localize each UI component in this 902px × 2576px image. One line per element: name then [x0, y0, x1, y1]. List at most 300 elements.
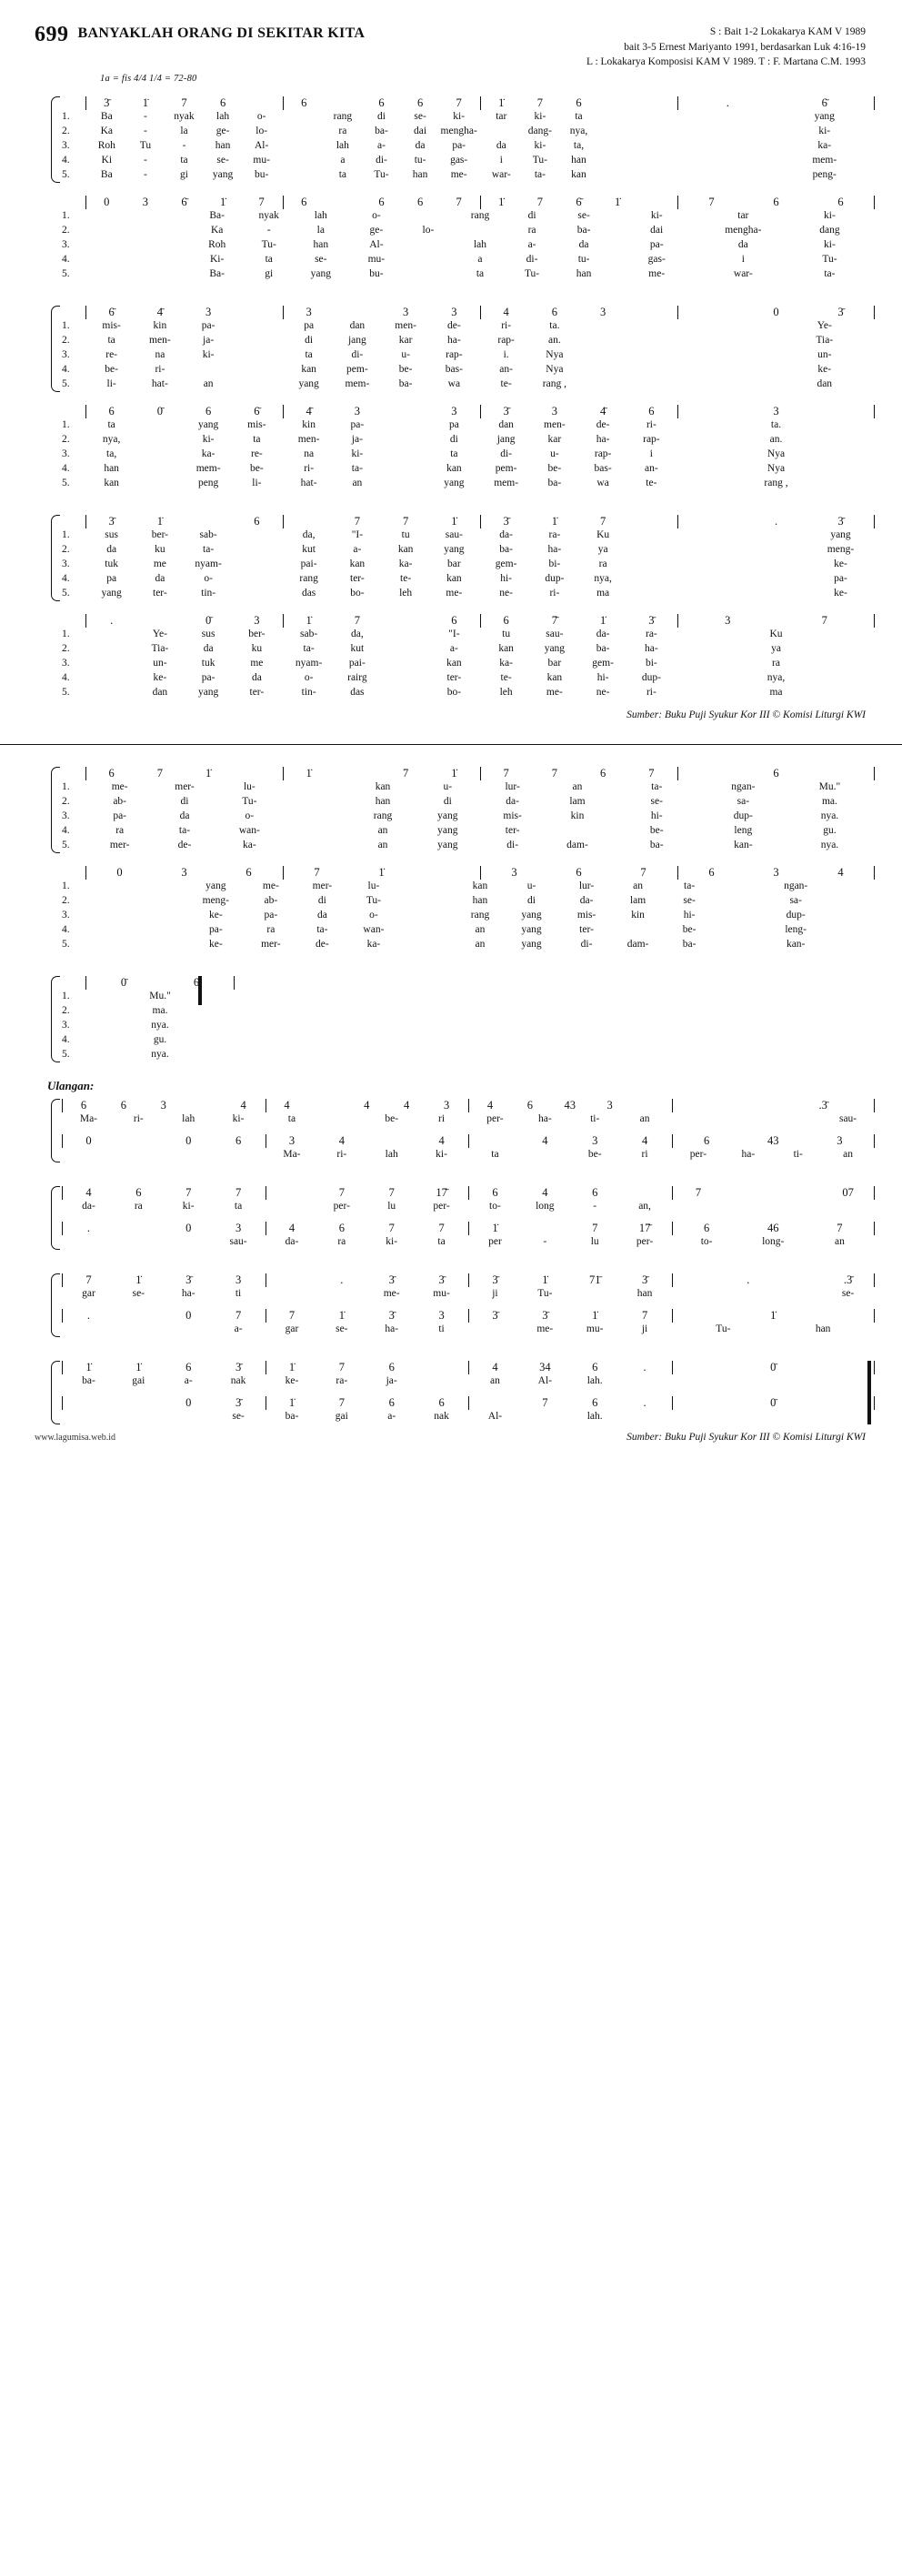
lyric-cell: da,	[351, 629, 364, 640]
verse-number: 2.	[62, 643, 70, 655]
measure-lyrics	[468, 1200, 672, 1214]
lyric-cell: a	[477, 254, 483, 266]
measure-lyrics	[612, 238, 875, 253]
note-cell: 1̇	[451, 515, 457, 528]
song-number: 699	[35, 23, 69, 46]
notation-row	[62, 1396, 875, 1410]
note-cell: 3	[235, 1222, 242, 1235]
lyric-cell: la	[316, 225, 325, 236]
lyric-cell: da	[737, 239, 748, 251]
measure-lyrics	[677, 628, 875, 642]
measure	[266, 1361, 469, 1374]
lyric-row	[62, 1112, 875, 1127]
lyric-cell: kin	[570, 810, 585, 822]
lyric-cell	[454, 224, 506, 238]
lyric-cell: lu-	[243, 781, 256, 793]
lyric-cell: hi-	[650, 810, 663, 822]
lyric-cell	[679, 110, 777, 125]
measure-lyrics	[348, 209, 611, 224]
lyric-cell: dam-	[566, 840, 588, 851]
lyric-cell	[267, 1200, 317, 1214]
lyric-cell: per	[488, 1236, 502, 1248]
lyric-cell	[233, 558, 281, 572]
lyric-cell: "I-	[351, 529, 364, 541]
measure-lyrics	[480, 671, 677, 686]
lyric-cell: Ma-	[283, 1149, 301, 1161]
lyric-cell: ra-	[645, 629, 657, 640]
lyric-cell: gas-	[647, 254, 666, 266]
lyric-cell	[139, 253, 191, 267]
note-cell	[598, 96, 637, 110]
note-cell: 17̄	[436, 1186, 447, 1200]
measure-lyrics	[672, 1287, 876, 1302]
measure-lyrics	[348, 810, 611, 824]
note-cell: 7	[536, 96, 544, 110]
measure	[283, 614, 480, 628]
note-cell: 1̇	[592, 1309, 598, 1323]
note-cell	[114, 1134, 164, 1148]
note-cell: 0̄	[770, 1396, 777, 1410]
lyric-cell	[164, 1148, 214, 1162]
measure	[85, 515, 283, 528]
measure	[677, 866, 875, 880]
lyric-cell: ki-	[650, 210, 663, 222]
note-cell: 0̄	[120, 976, 127, 990]
lyric-cell	[598, 139, 637, 154]
lyric-cell: sa-	[789, 895, 802, 907]
lyric-cell: dang	[819, 225, 840, 236]
verse-number: 5.	[62, 268, 70, 280]
lyric-cell: ra	[772, 658, 780, 669]
lyric-cell	[87, 938, 139, 952]
note-cell: 7	[338, 1396, 345, 1410]
lyric-cell: ji	[641, 1323, 648, 1335]
lyric-cell: ba-	[547, 478, 562, 489]
lyric-cell: long	[536, 1201, 555, 1213]
lyric-cell: ter-	[505, 825, 520, 837]
lyric-cell: mu-	[367, 254, 386, 266]
verse-number: 2.	[62, 544, 70, 556]
lyric-cell: kut	[302, 544, 316, 556]
measure-lyrics	[677, 418, 875, 433]
measure	[85, 196, 283, 209]
lyric-cell: di-	[526, 254, 538, 266]
lyric-cell: di	[180, 796, 189, 808]
lyric-cell	[627, 363, 676, 377]
lyric-cell: nya.	[151, 1049, 169, 1061]
lyric-cell: da	[203, 643, 214, 655]
measure	[62, 1099, 266, 1112]
note-cell: 6	[135, 1186, 142, 1200]
measure-lyrics	[717, 923, 875, 938]
measure	[85, 96, 283, 110]
measure-lyrics	[85, 1048, 235, 1062]
measure-lyrics	[283, 462, 480, 477]
lyric-cell	[627, 348, 676, 363]
measure-lyrics	[348, 780, 611, 795]
lyric-cell: kan	[472, 880, 488, 892]
measure-lyrics	[283, 110, 480, 125]
verse-line	[62, 558, 875, 572]
note-cell: 1̇	[85, 1361, 92, 1374]
lyric-cell: be-	[649, 825, 664, 837]
lyric-cell: ber-	[151, 529, 169, 541]
notation-row	[62, 1309, 875, 1323]
note-cell: 4̄	[306, 405, 312, 418]
lyric-cell: sau-	[229, 1236, 247, 1248]
note-cell	[333, 767, 381, 780]
lyric-cell: lah.	[586, 1375, 603, 1387]
measure-lyrics	[283, 139, 480, 154]
measure-lyrics	[559, 894, 717, 909]
verse-number: 4.	[62, 364, 70, 376]
note-cell: 3	[254, 614, 260, 628]
note-cell: 7	[288, 1309, 296, 1323]
verse-line	[62, 1048, 235, 1062]
lyric-cell: rang	[333, 111, 353, 123]
lyric-cell: ta-	[178, 825, 191, 837]
lyric-cell: nya.	[151, 1020, 169, 1031]
lyric-cell	[64, 1323, 114, 1337]
note-cell: 3	[181, 866, 187, 880]
lyric-cell: dup-	[545, 573, 565, 585]
lyric-cell: ja-	[386, 1375, 397, 1387]
lyric-cell	[135, 448, 184, 462]
measure-lyrics	[85, 628, 283, 642]
measure	[468, 1134, 672, 1148]
lyric-cell: ta	[437, 1236, 446, 1248]
measure-lyrics	[559, 880, 717, 894]
measure	[468, 1396, 672, 1410]
measure-lyrics	[672, 1235, 876, 1250]
measure	[480, 405, 677, 418]
note-cell: 1̇	[498, 96, 505, 110]
lyric-cell: kan	[104, 478, 119, 489]
measure-lyrics	[480, 433, 677, 448]
measure-lyrics	[62, 1200, 266, 1214]
verse-line	[62, 462, 875, 477]
system-brace	[47, 306, 62, 392]
lyric-cell: yang	[212, 169, 234, 181]
note-cell: 3̄	[104, 96, 110, 110]
lyric-cell: yang	[101, 588, 122, 599]
measure-lyrics	[677, 168, 875, 183]
lyric-cell: ta	[107, 335, 115, 347]
note-cell: 4	[85, 1186, 92, 1200]
measure	[480, 767, 677, 780]
measure-lyrics	[283, 125, 480, 139]
measure-lyrics	[62, 1235, 266, 1250]
measure-lyrics	[85, 657, 283, 671]
measure-lyrics	[401, 938, 559, 952]
lyric-cell: ma	[596, 588, 610, 599]
lyric-cell: me	[250, 658, 264, 669]
note-cell: 1̇	[498, 196, 505, 209]
lyric-cell	[627, 543, 676, 558]
lyric-cell: da-	[499, 529, 513, 541]
lyric-cell	[64, 1410, 114, 1424]
verse-line	[62, 154, 875, 168]
lyric-cell: ja-	[203, 335, 215, 347]
lyric-cell: an	[352, 478, 363, 489]
note-cell: .	[747, 1273, 750, 1287]
lyric-cell: mis-	[247, 419, 266, 431]
lyric-cell: ki-	[534, 140, 546, 152]
note-cell: 6	[592, 1361, 598, 1374]
measure-lyrics	[612, 780, 875, 795]
verse-line	[62, 642, 875, 657]
verse-number: 4.	[62, 672, 70, 684]
lyric-cell: ta	[450, 448, 458, 460]
lyric-cell: rap-	[497, 335, 515, 347]
lyric-cell: Al-	[369, 239, 384, 251]
measure-lyrics	[480, 587, 677, 601]
lyric-cell: u-	[443, 781, 453, 793]
lyric-cell: ki-	[351, 448, 364, 460]
lyric-cell: dai	[414, 126, 427, 137]
note-cell: 6	[837, 196, 844, 209]
lyric-cell: nya,	[594, 573, 612, 585]
lyric-cell: bas-	[594, 463, 612, 475]
lyric-cell	[233, 348, 281, 363]
note-cell: 4	[542, 1134, 548, 1148]
note-cell: 1̇	[770, 1309, 777, 1323]
lyric-cell	[627, 558, 676, 572]
measure	[468, 1222, 672, 1235]
lyric-cell: ri-	[336, 1149, 347, 1161]
measure-lyrics	[677, 572, 875, 587]
measure-lyrics	[672, 1374, 876, 1389]
note-cell: 3̄	[837, 515, 844, 528]
measure	[672, 1396, 876, 1410]
note-cell	[620, 1186, 670, 1200]
lyric-cell: kan	[375, 781, 391, 793]
measure-lyrics	[559, 923, 717, 938]
lyric-cell	[598, 125, 637, 139]
note-cell: 6	[378, 196, 385, 209]
lyric-cell	[139, 238, 191, 253]
lyric-cell: -	[543, 1236, 547, 1248]
lyric-cell	[679, 139, 777, 154]
note-cell: 3̄	[837, 306, 844, 319]
note-cell: 3	[451, 405, 457, 418]
lyric-cell: a-	[234, 1323, 243, 1335]
lyric-cell	[114, 1410, 164, 1424]
measure-lyrics	[85, 923, 244, 938]
verse-line	[62, 824, 875, 839]
measure-lyrics	[612, 267, 875, 282]
lyric-cell: Nya	[767, 448, 786, 460]
lyric-cell: da-	[285, 1236, 299, 1248]
lyric-cell: das	[301, 588, 316, 599]
lyric-cell: me-	[111, 781, 128, 793]
lyric-cell	[87, 880, 139, 894]
note-cell: 0	[185, 1134, 192, 1148]
note-cell: 43	[767, 1134, 779, 1148]
lyric-cell: han	[815, 1323, 831, 1335]
measure-lyrics	[612, 209, 875, 224]
measure	[468, 1361, 672, 1374]
verse-line	[62, 433, 875, 448]
lyric-cell	[267, 1287, 317, 1302]
lyric-cell: me-	[450, 169, 467, 181]
lyric-cell: nya.	[820, 840, 839, 851]
lyric-cell: Ba-	[209, 268, 225, 280]
note-cell	[630, 1099, 670, 1112]
lyric-cell: Tu	[139, 140, 152, 152]
lyric-cell	[87, 923, 139, 938]
measure-lyrics	[401, 880, 559, 894]
lyric-cell: leh	[499, 687, 513, 699]
verse-line	[62, 125, 875, 139]
note-cell: 6	[708, 866, 715, 880]
verse-line	[62, 686, 875, 700]
lyric-cell: yang	[544, 643, 566, 655]
lyric-cell: leng-	[785, 924, 807, 936]
lyric-cell: an	[490, 1375, 500, 1387]
lyric-cell: bu-	[255, 169, 269, 181]
lyric-cell: o-	[304, 672, 314, 684]
lyric-cell: di	[443, 796, 452, 808]
lyric-cell: yang	[197, 419, 219, 431]
measure-lyrics	[717, 880, 875, 894]
lyric-cell: kan	[446, 658, 462, 669]
lyric-cell	[674, 1200, 724, 1214]
verse-line	[62, 909, 875, 923]
lyric-cell: a-	[184, 1375, 193, 1387]
lyric-cell: da	[155, 573, 165, 585]
measure-lyrics	[283, 477, 480, 491]
measure-lyrics	[283, 377, 480, 392]
lyric-cell: ngan-	[731, 781, 756, 793]
note-cell: 3̄	[185, 1273, 192, 1287]
measure-lyrics	[85, 168, 283, 183]
lyric-cell: mer-	[312, 880, 333, 892]
lyric-cell: be-	[250, 463, 264, 475]
measure-lyrics	[480, 110, 677, 125]
measure-lyrics	[480, 168, 677, 183]
measure-lyrics	[62, 1323, 266, 1337]
verse-number: 1.	[62, 419, 70, 431]
lyric-cell	[773, 1287, 823, 1302]
lyric-cell: Tu-	[716, 1323, 731, 1335]
lyric-cell: hat-	[300, 478, 317, 489]
lyric-cell: ta	[338, 169, 347, 181]
lyric-cell: ta.	[770, 419, 782, 431]
lyric-cell	[114, 1148, 164, 1162]
note-cell: 6	[108, 405, 115, 418]
lyric-row	[62, 1323, 875, 1337]
measure-lyrics	[677, 125, 875, 139]
verse-number: 3.	[62, 1020, 70, 1031]
lyric-cell	[382, 686, 430, 700]
note-cell: 34	[539, 1361, 551, 1374]
system-brace	[47, 976, 62, 1062]
note-cell: 3̄	[503, 405, 509, 418]
refrain-system-4	[0, 1361, 902, 1424]
lyric-cell: gai	[335, 1411, 348, 1423]
lyric-cell: ma.	[152, 1005, 168, 1017]
verse-number: 2.	[62, 434, 70, 446]
lyric-cell	[87, 671, 135, 686]
measure	[266, 1309, 469, 1323]
lyric-cell: an-	[645, 463, 658, 475]
lyric-cell: gar	[82, 1288, 95, 1300]
lyric-cell	[579, 319, 627, 334]
note-cell: 43	[564, 1099, 576, 1112]
lyric-cell: se-	[414, 111, 426, 123]
measure-lyrics	[480, 477, 677, 491]
lyric-cell: da	[496, 140, 506, 152]
measure	[266, 1099, 469, 1112]
note-cell: 7	[821, 614, 827, 628]
measure-lyrics	[62, 1112, 266, 1127]
measure-lyrics	[468, 1374, 672, 1389]
lyric-cell: nya,	[767, 672, 786, 684]
verse-number: 4.	[62, 155, 70, 166]
measure-lyrics	[480, 418, 677, 433]
verse-number: 3.	[62, 239, 70, 251]
lyric-cell	[744, 543, 808, 558]
verse-line	[62, 418, 875, 433]
measure-lyrics	[468, 1323, 672, 1337]
measure-lyrics	[480, 543, 677, 558]
lyric-cell	[64, 1148, 114, 1162]
note-cell: 1̇	[156, 515, 163, 528]
note-cell	[306, 1099, 346, 1112]
lyric-cell: yang	[521, 924, 542, 936]
lyric-cell: hi-	[500, 573, 513, 585]
note-cell: 7	[438, 1222, 445, 1235]
verse-number: 1.	[62, 629, 70, 640]
verse-line	[62, 1019, 235, 1033]
lyric-cell: da-	[579, 895, 594, 907]
notation-row	[62, 614, 875, 628]
music-system-5-ending	[0, 976, 902, 1062]
lyric-cell: kan-	[734, 840, 753, 851]
lyric-cell: Ki-	[209, 254, 225, 266]
lyric-cell	[233, 543, 281, 558]
lyric-cell: -	[143, 126, 147, 137]
notation-row	[62, 1099, 875, 1112]
measure-lyrics	[480, 377, 677, 392]
note-cell: 7	[592, 1222, 598, 1235]
lyric-cell: bo-	[350, 588, 365, 599]
lyric-cell: be-	[385, 1113, 399, 1125]
measure-lyrics	[85, 448, 283, 462]
lyric-cell	[679, 558, 744, 572]
note-cell: 3	[451, 306, 457, 319]
measure-lyrics	[85, 224, 348, 238]
note-cell: 7	[354, 515, 360, 528]
verse-number: 3.	[62, 349, 70, 361]
lyric-cell	[139, 909, 191, 923]
measure-lyrics	[266, 1112, 469, 1127]
lyric-cell: ba-	[82, 1375, 95, 1387]
lyric-cell: li-	[252, 478, 262, 489]
lyric-cell: rang	[470, 210, 490, 222]
measure	[480, 306, 677, 319]
lyric-cell: ba-	[285, 1411, 299, 1423]
lyric-cell: jang	[347, 335, 366, 347]
note-cell: 3	[306, 306, 312, 319]
verse-line	[62, 477, 875, 491]
lyric-cell: -	[593, 1201, 597, 1213]
website-url: www.lagumisa.web.id	[35, 1433, 116, 1444]
measure-lyrics	[480, 657, 677, 671]
measure-lyrics	[559, 938, 717, 952]
measure-lyrics	[85, 319, 283, 334]
